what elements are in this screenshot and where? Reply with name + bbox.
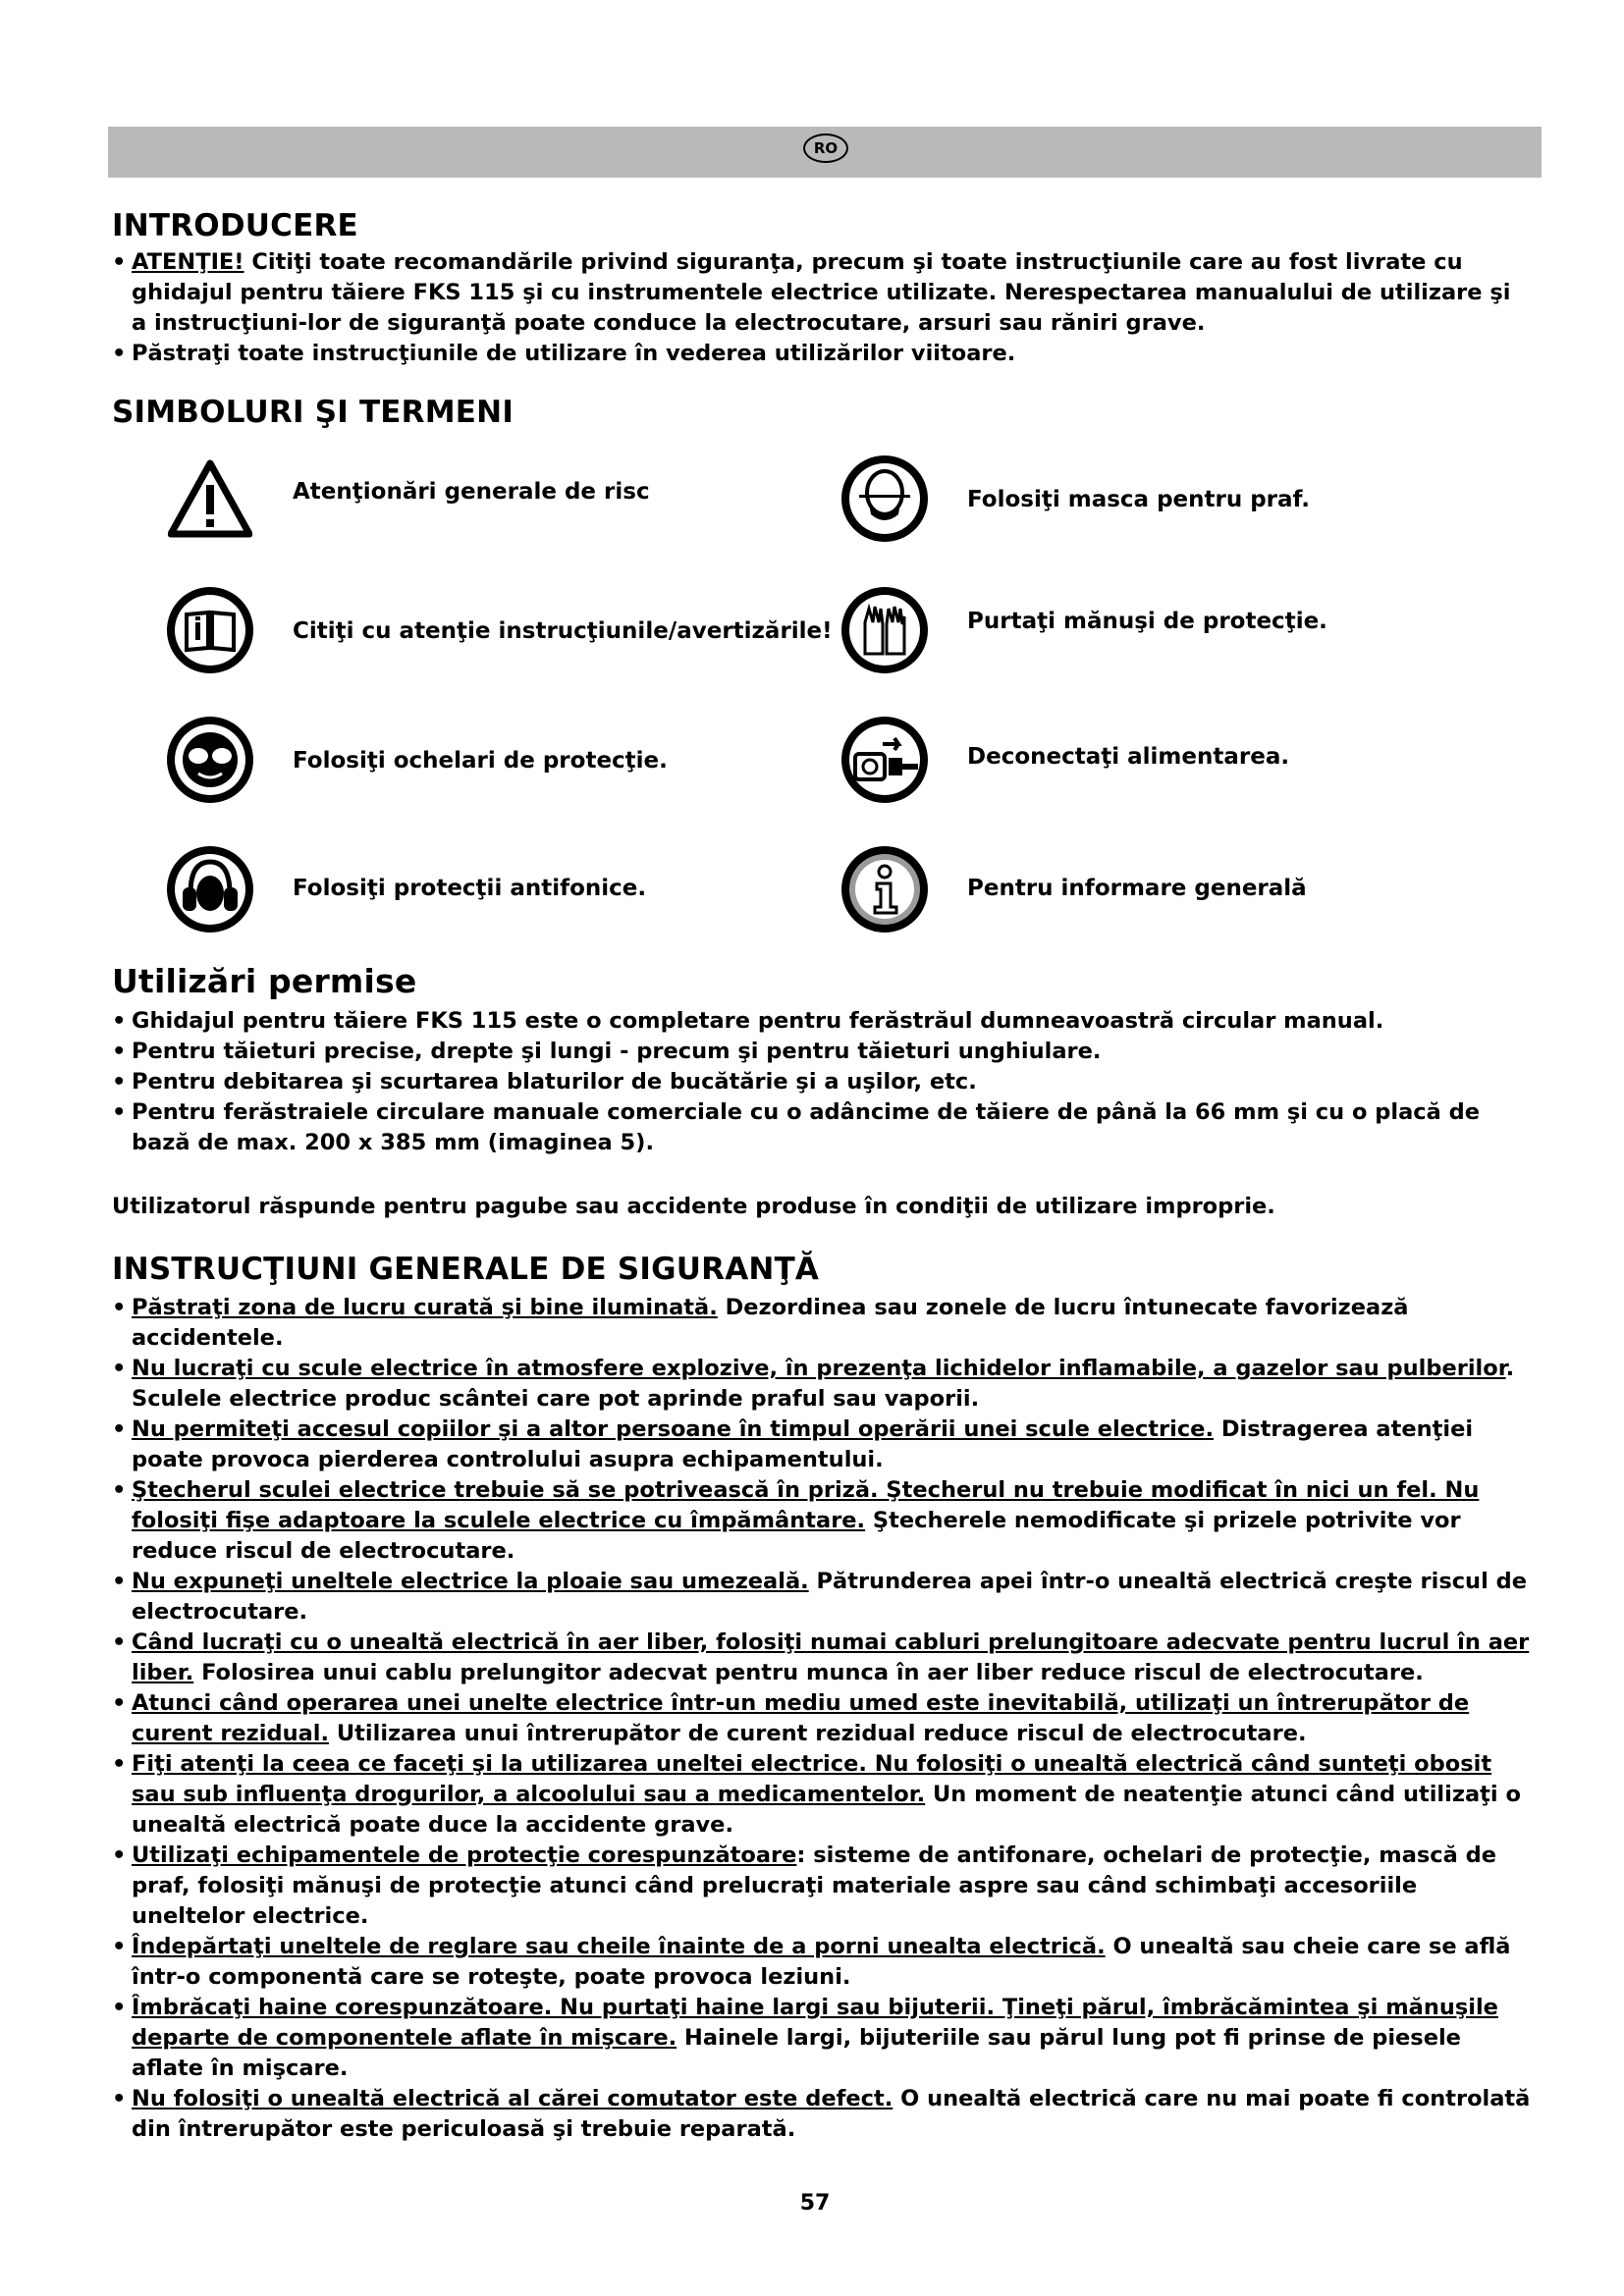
intro-bullet-1 xyxy=(112,247,1531,339)
read-manual-icon xyxy=(165,585,255,675)
symbol-label: Folosiţi protecţii antifonice. xyxy=(293,876,647,901)
safety-explanation: . Sculele electrice produc scântei care pot aprinde praful sau vaporii. xyxy=(132,1356,1515,1412)
symbol-label: Folosiţi masca pentru praf. xyxy=(967,487,1311,512)
symbol-dust-mask xyxy=(839,454,1311,544)
safety-goggles-icon xyxy=(165,715,255,805)
safety-explanation: : sisteme de antifonare, ochelari de protecţie, mască de praf, folosiţi mănuşi de protecţie atunci când prelucraţi materiale aspre sau când schimbaţi accesoriile uneltelor electrice. xyxy=(132,1842,1497,1929)
safety-explanation: Ştecherele nemodificate şi prizele potrivite vor reduce riscul de electrocutare. xyxy=(132,1508,1461,1564)
intro-bullet-1-text: Citiţi toate recomandările privind siguranţa, precum şi toate instrucţiunile care au fost livrate cu ghidajul pentru tăiere FKS 115 şi cu instrumentele electrice utilizate. Nerespectarea manualului de utilizare şi a instrucţiuni-lor de siguranţă poate conduce la electrocutare, arsuri sau răniri grave. xyxy=(132,249,1511,336)
safety-rule: Fiţi atenţi la ceea ce faceţi şi la utilizarea uneltei electrice. Nu folosiţi o unealtă electrică când sunteţi obosit sau sub influenţa drogurilor, a alcoolului sau a medicamentelor. xyxy=(132,1751,1492,1807)
symbol-label: Purtaţi mănuşi de protecţie. xyxy=(967,609,1327,634)
list-item: • Pentru tăieturi precise, drepte şi lungi - precum şi pentru tăieturi unghiulare. xyxy=(112,1037,1531,1067)
language-badge: RO xyxy=(803,133,848,163)
list-item: • Pentru ferăstraiele circulare manuale comerciale cu o adâncime de tăiere de până la 66 mm şi cu o placă de bază de max. 200 x 385 mm (imaginea 5). xyxy=(112,1097,1531,1158)
symbol-general-warning xyxy=(165,454,650,544)
list-item: • Ghidajul pentru tăiere FKS 115 este o completare pentru ferăstrăul dumneavoastră circular manual. xyxy=(112,1006,1531,1037)
list-item xyxy=(112,1415,1531,1475)
list-item xyxy=(112,1354,1531,1415)
safety-rule: Nu folosiţi o unealtă electrică al cărei comutator este defect. xyxy=(132,2086,893,2111)
safety-rule: Îmbrăcaţi haine corespunzătoare. Nu purtaţi haine largi sau bijuterii. Ţineţi părul, îmbrăcămintea şi mănuşile departe de componentele aflate în mişcare. xyxy=(132,1995,1498,2051)
symbol-goggles xyxy=(165,715,668,805)
symbol-disconnect xyxy=(839,715,1290,805)
safety-explanation: Hainele largi, bijuteriile sau părul lung pot fi prinse de piesele aflate în mişcare. xyxy=(132,2025,1461,2081)
intro-bullet-2: • Păstraţi toate instrucţiunile de utilizare în vederea utilizărilor viitoare. xyxy=(112,339,1531,369)
symbol-label: Folosiţi ochelari de protecţie. xyxy=(293,748,668,774)
safety-rule: Păstraţi zona de lucru curată şi bine iluminată. xyxy=(132,1295,718,1320)
safety-explanation: Pătrunderea apei într-o unealtă electrică creşte riscul de electrocutare. xyxy=(132,1569,1527,1625)
permitted-uses-list xyxy=(112,1006,1531,1158)
safety-rule: Nu expuneţi uneltele electrice la ploaie sau umezeală. xyxy=(132,1569,809,1594)
list-item: • Pentru debitarea şi scurtarea blaturilor de bucătărie şi a uşilor, etc. xyxy=(112,1067,1531,1097)
warning-triangle-icon xyxy=(165,454,255,544)
protective-gloves-icon xyxy=(839,585,930,675)
intro-warning-label: ATENŢIE! xyxy=(132,249,244,275)
safety-rule: Când lucraţi cu o unealtă electrică în aer liber, folosiţi numai cabluri prelungitoare adecvate pentru lucrul în aer liber. xyxy=(132,1629,1530,1685)
symbol-label: Citiţi cu atenţie instrucţiunile/avertizările! xyxy=(293,618,833,644)
symbol-ear-protection xyxy=(165,844,647,934)
safety-explanation: Distragerea atenţiei poate provoca pierderea controlului asupra echipamentului. xyxy=(132,1416,1474,1472)
safety-rule: Îndepărtaţi uneltele de reglare sau cheile înainte de a porni unealta electrică. xyxy=(132,1934,1106,1959)
symbol-label: Atenţionări generale de risc xyxy=(293,479,650,505)
disconnect-power-icon xyxy=(839,715,930,805)
list-item xyxy=(112,1993,1531,2084)
liability-note: Utilizatorul răspunde pentru pagube sau accidente produse în condiţii de utilizare improprie. xyxy=(112,1194,1275,1219)
safety-explanation: Un moment de neatenţie atunci când utilizaţi o unealtă electrică poate duce la accidente grave. xyxy=(132,1782,1521,1838)
symbol-label: Deconectaţi alimentarea. xyxy=(967,744,1290,770)
list-item xyxy=(112,1475,1531,1567)
intro-list xyxy=(112,247,1531,369)
symbol-read-manual xyxy=(165,585,833,675)
safety-explanation: O unealtă sau cheie care se află într-o componentă care se roteşte, poate provoca leziuni. xyxy=(132,1934,1511,1990)
symbol-label: Pentru informare generală xyxy=(967,876,1307,901)
list-item xyxy=(112,1932,1531,1993)
safety-explanation: O unealtă electrică care nu mai poate fi controlată din întrerupător este periculoasă şi trebuie reparată. xyxy=(132,2086,1531,2142)
intro-heading: INTRODUCERE xyxy=(112,208,358,243)
safety-rule: Nu lucraţi cu scule electrice în atmosfere explozive, în prezenţa lichidelor inflamabile, a gazelor sau pulberilor xyxy=(132,1356,1506,1381)
safety-explanation: Utilizarea unui întrerupător de curent rezidual reduce riscul de electrocutare. xyxy=(329,1721,1307,1746)
safety-explanation: Folosirea unui cablu prelungitor adecvat pentru munca în aer liber reduce riscul de electrocutare. xyxy=(193,1660,1424,1685)
permitted-uses-heading: Utilizări permise xyxy=(112,962,417,1000)
safety-heading: INSTRUCŢIUNI GENERALE DE SIGURANŢĂ xyxy=(112,1252,820,1287)
information-icon xyxy=(839,844,930,934)
list-item xyxy=(112,1628,1531,1688)
safety-explanation: Dezordinea sau zonele de lucru întunecate favorizează accidentele. xyxy=(132,1295,1409,1351)
list-item xyxy=(112,1841,1531,1932)
safety-rule: Ştecherul sculei electrice trebuie să se potrivească în priză. Ştecherul nu trebuie modificat în nici un fel. Nu folosiţi fişe adaptoare la sculele electrice cu împământare. xyxy=(132,1477,1480,1533)
safety-list xyxy=(112,1293,1531,2145)
symbol-gloves xyxy=(839,585,1327,675)
symbols-heading: SIMBOLURI ŞI TERMENI xyxy=(112,395,514,430)
dust-mask-icon xyxy=(839,454,930,544)
list-item xyxy=(112,1688,1531,1749)
ear-protection-icon xyxy=(165,844,255,934)
list-item xyxy=(112,1293,1531,1354)
safety-rule: Nu permiteţi accesul copiilor şi a altor persoane în timpul operării unei scule electrice. xyxy=(132,1416,1214,1442)
list-item xyxy=(112,1749,1531,1841)
list-item xyxy=(112,1567,1531,1628)
safety-rule: Atunci când operarea unei unelte electrice într-un mediu umed este inevitabilă, utilizaţi un întrerupător de curent rezidual. xyxy=(132,1690,1470,1746)
safety-rule: Utilizaţi echipamentele de protecţie corespunzătoare xyxy=(132,1842,797,1868)
page-number: 57 xyxy=(799,2191,831,2216)
symbol-information xyxy=(839,844,1307,934)
list-item xyxy=(112,2084,1531,2145)
